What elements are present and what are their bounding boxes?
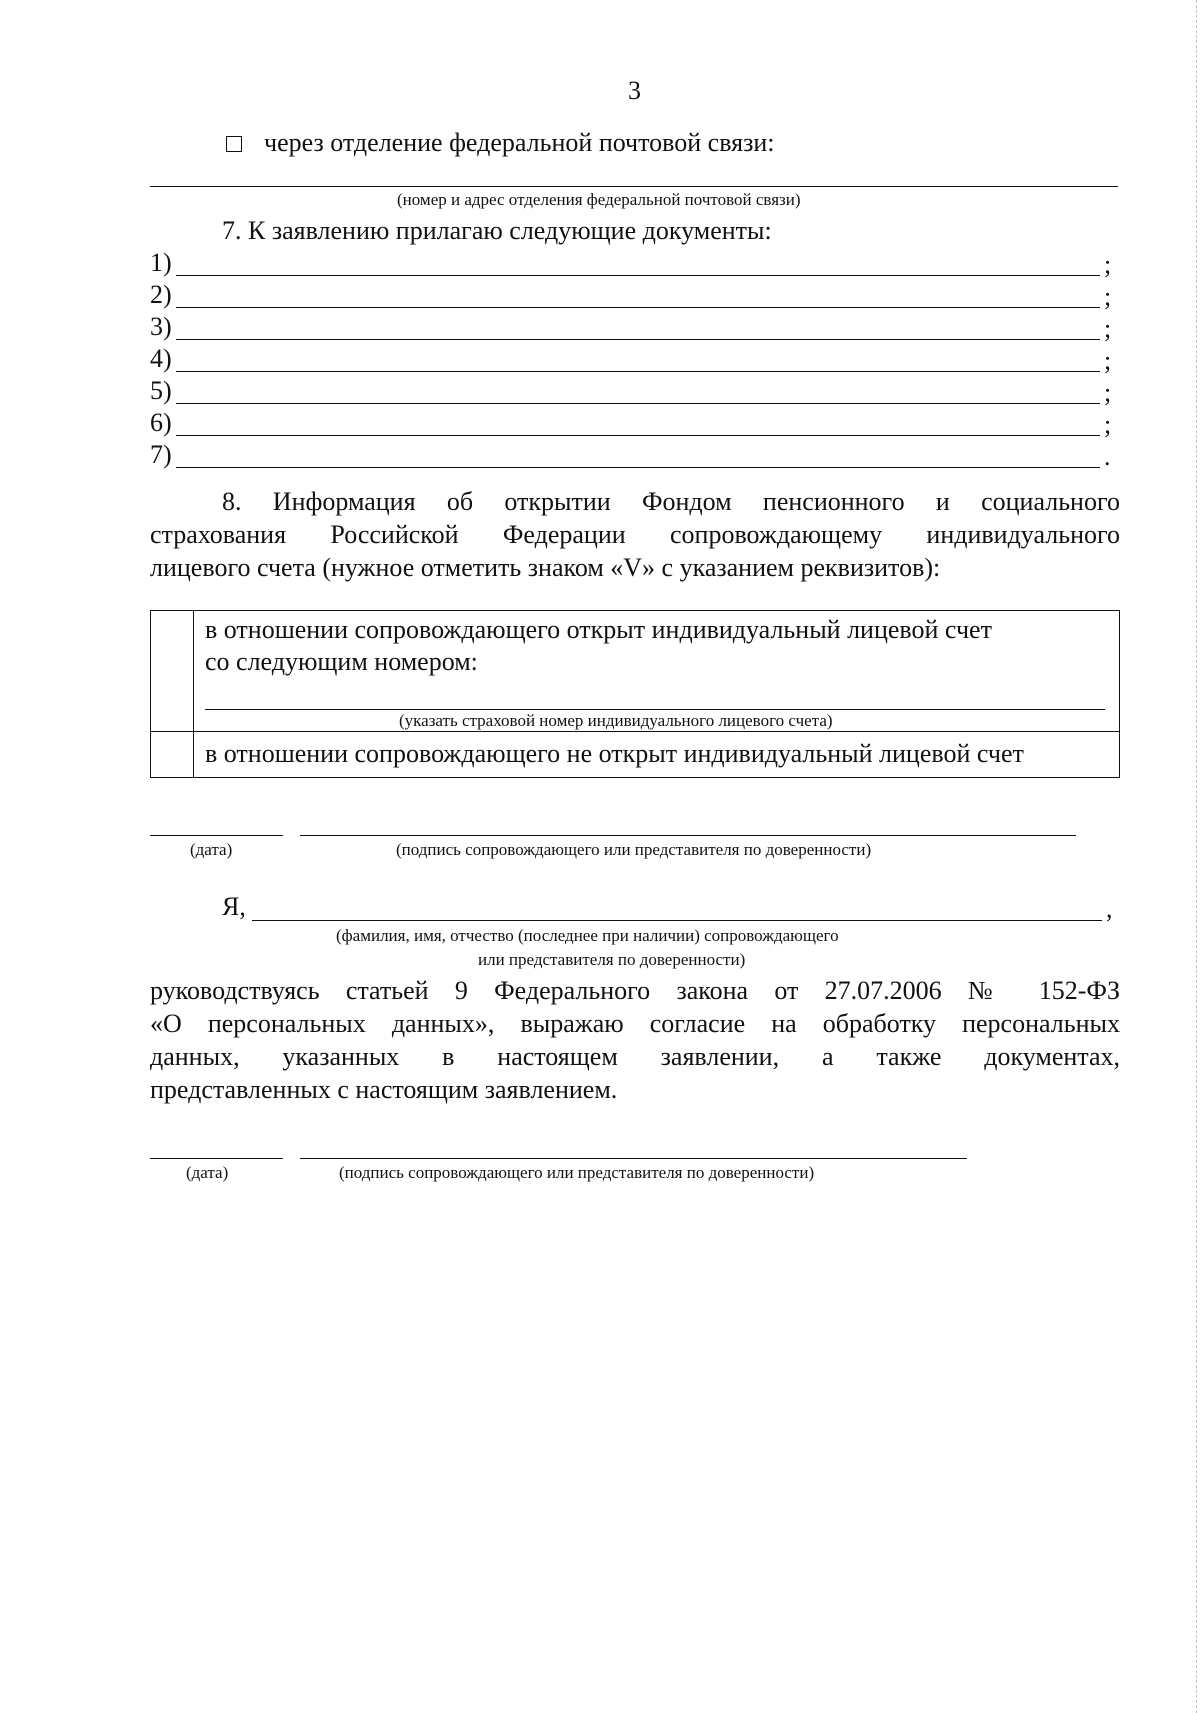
option2-text: в отношении сопровождающего не открыт индивидуальный лицевой счет (205, 739, 1024, 768)
signature-field-2[interactable] (300, 1158, 967, 1159)
doc-item-end: . (1104, 442, 1111, 471)
section8-line2: страхования Российской Федерации сопровождающему индивидуального (150, 520, 1120, 549)
doc-item-field[interactable] (176, 275, 1100, 276)
insurance-number-field[interactable] (205, 709, 1105, 710)
option1-caption: (указать страховой номер индивидуального лицевого счета) (399, 711, 833, 730)
table-column-divider (193, 611, 194, 777)
postal-caption: (номер и адрес отделения федеральной почтовой связи) (397, 190, 801, 209)
option1-mark-cell[interactable] (151, 611, 193, 731)
postal-label: через отделение федеральной почтовой связи: (264, 128, 775, 157)
option1-text-line1: в отношении сопровождающего открыт индивидуальный лицевой счет (205, 615, 992, 644)
doc-item-number: 2) (150, 280, 172, 309)
page-number: 3 (628, 76, 641, 105)
doc-item-end: ; (1104, 314, 1112, 343)
date-field-2[interactable] (150, 1158, 283, 1159)
signature-caption: (подпись сопровождающего или представителя по доверенности) (396, 840, 872, 859)
consent-prefix: Я, (222, 892, 246, 921)
doc-item-number: 3) (150, 312, 172, 341)
date-field[interactable] (150, 835, 283, 836)
doc-item-field[interactable] (176, 467, 1100, 468)
doc-item-field[interactable] (176, 339, 1100, 340)
section8-line3: лицевого счета (нужное отметить знаком «V» с указанием реквизитов): (150, 553, 941, 582)
full-name-caption-2: или представителя по доверенности) (478, 950, 746, 969)
postal-address-field[interactable] (150, 186, 1118, 187)
doc-item-number: 5) (150, 376, 172, 405)
doc-item-number: 4) (150, 344, 172, 373)
doc-item-end: ; (1104, 282, 1112, 311)
doc-item-number: 6) (150, 408, 172, 437)
doc-item-field[interactable] (176, 435, 1100, 436)
date-caption: (дата) (190, 840, 233, 859)
account-options-table (150, 610, 1120, 778)
doc-item-end: ; (1104, 410, 1112, 439)
doc-item-field[interactable] (176, 403, 1100, 404)
consent-comma: , (1106, 894, 1113, 923)
table-row-divider (151, 731, 1119, 732)
consent-line3: данных, указанных в настоящем заявлении, а также документах, (150, 1042, 1120, 1071)
section8-line1: 8. Информация об открытии Фондом пенсионного и социального (222, 487, 1120, 516)
signature-caption-2: (подпись сопровождающего или представителя по доверенности) (339, 1163, 815, 1182)
doc-item-end: ; (1104, 378, 1112, 407)
doc-item-field[interactable] (176, 307, 1100, 308)
consent-line4: представленных с настоящим заявлением. (150, 1075, 618, 1104)
full-name-field[interactable] (252, 920, 1102, 921)
doc-item-end: ; (1104, 346, 1112, 375)
scan-edge (1196, 0, 1197, 1713)
full-name-caption-1: (фамилия, имя, отчество (последнее при наличии) сопровождающего (336, 926, 839, 945)
doc-item-number: 7) (150, 440, 172, 469)
option2-mark-cell[interactable] (151, 732, 193, 777)
consent-line1: руководствуясь статьей 9 Федерального закона от 27.07.2006 № 152-ФЗ (150, 976, 1120, 1005)
doc-item-number: 1) (150, 248, 172, 277)
doc-item-end: ; (1104, 250, 1112, 279)
section7-heading: 7. К заявлению прилагаю следующие документы: (222, 216, 772, 245)
option1-text-line2: со следующим номером: (205, 647, 478, 676)
signature-field[interactable] (300, 835, 1076, 836)
postal-checkbox[interactable] (226, 136, 242, 152)
consent-line2: «О персональных данных», выражаю согласие на обработку персональных (150, 1009, 1120, 1038)
date-caption-2: (дата) (186, 1163, 229, 1182)
doc-item-field[interactable] (176, 371, 1100, 372)
